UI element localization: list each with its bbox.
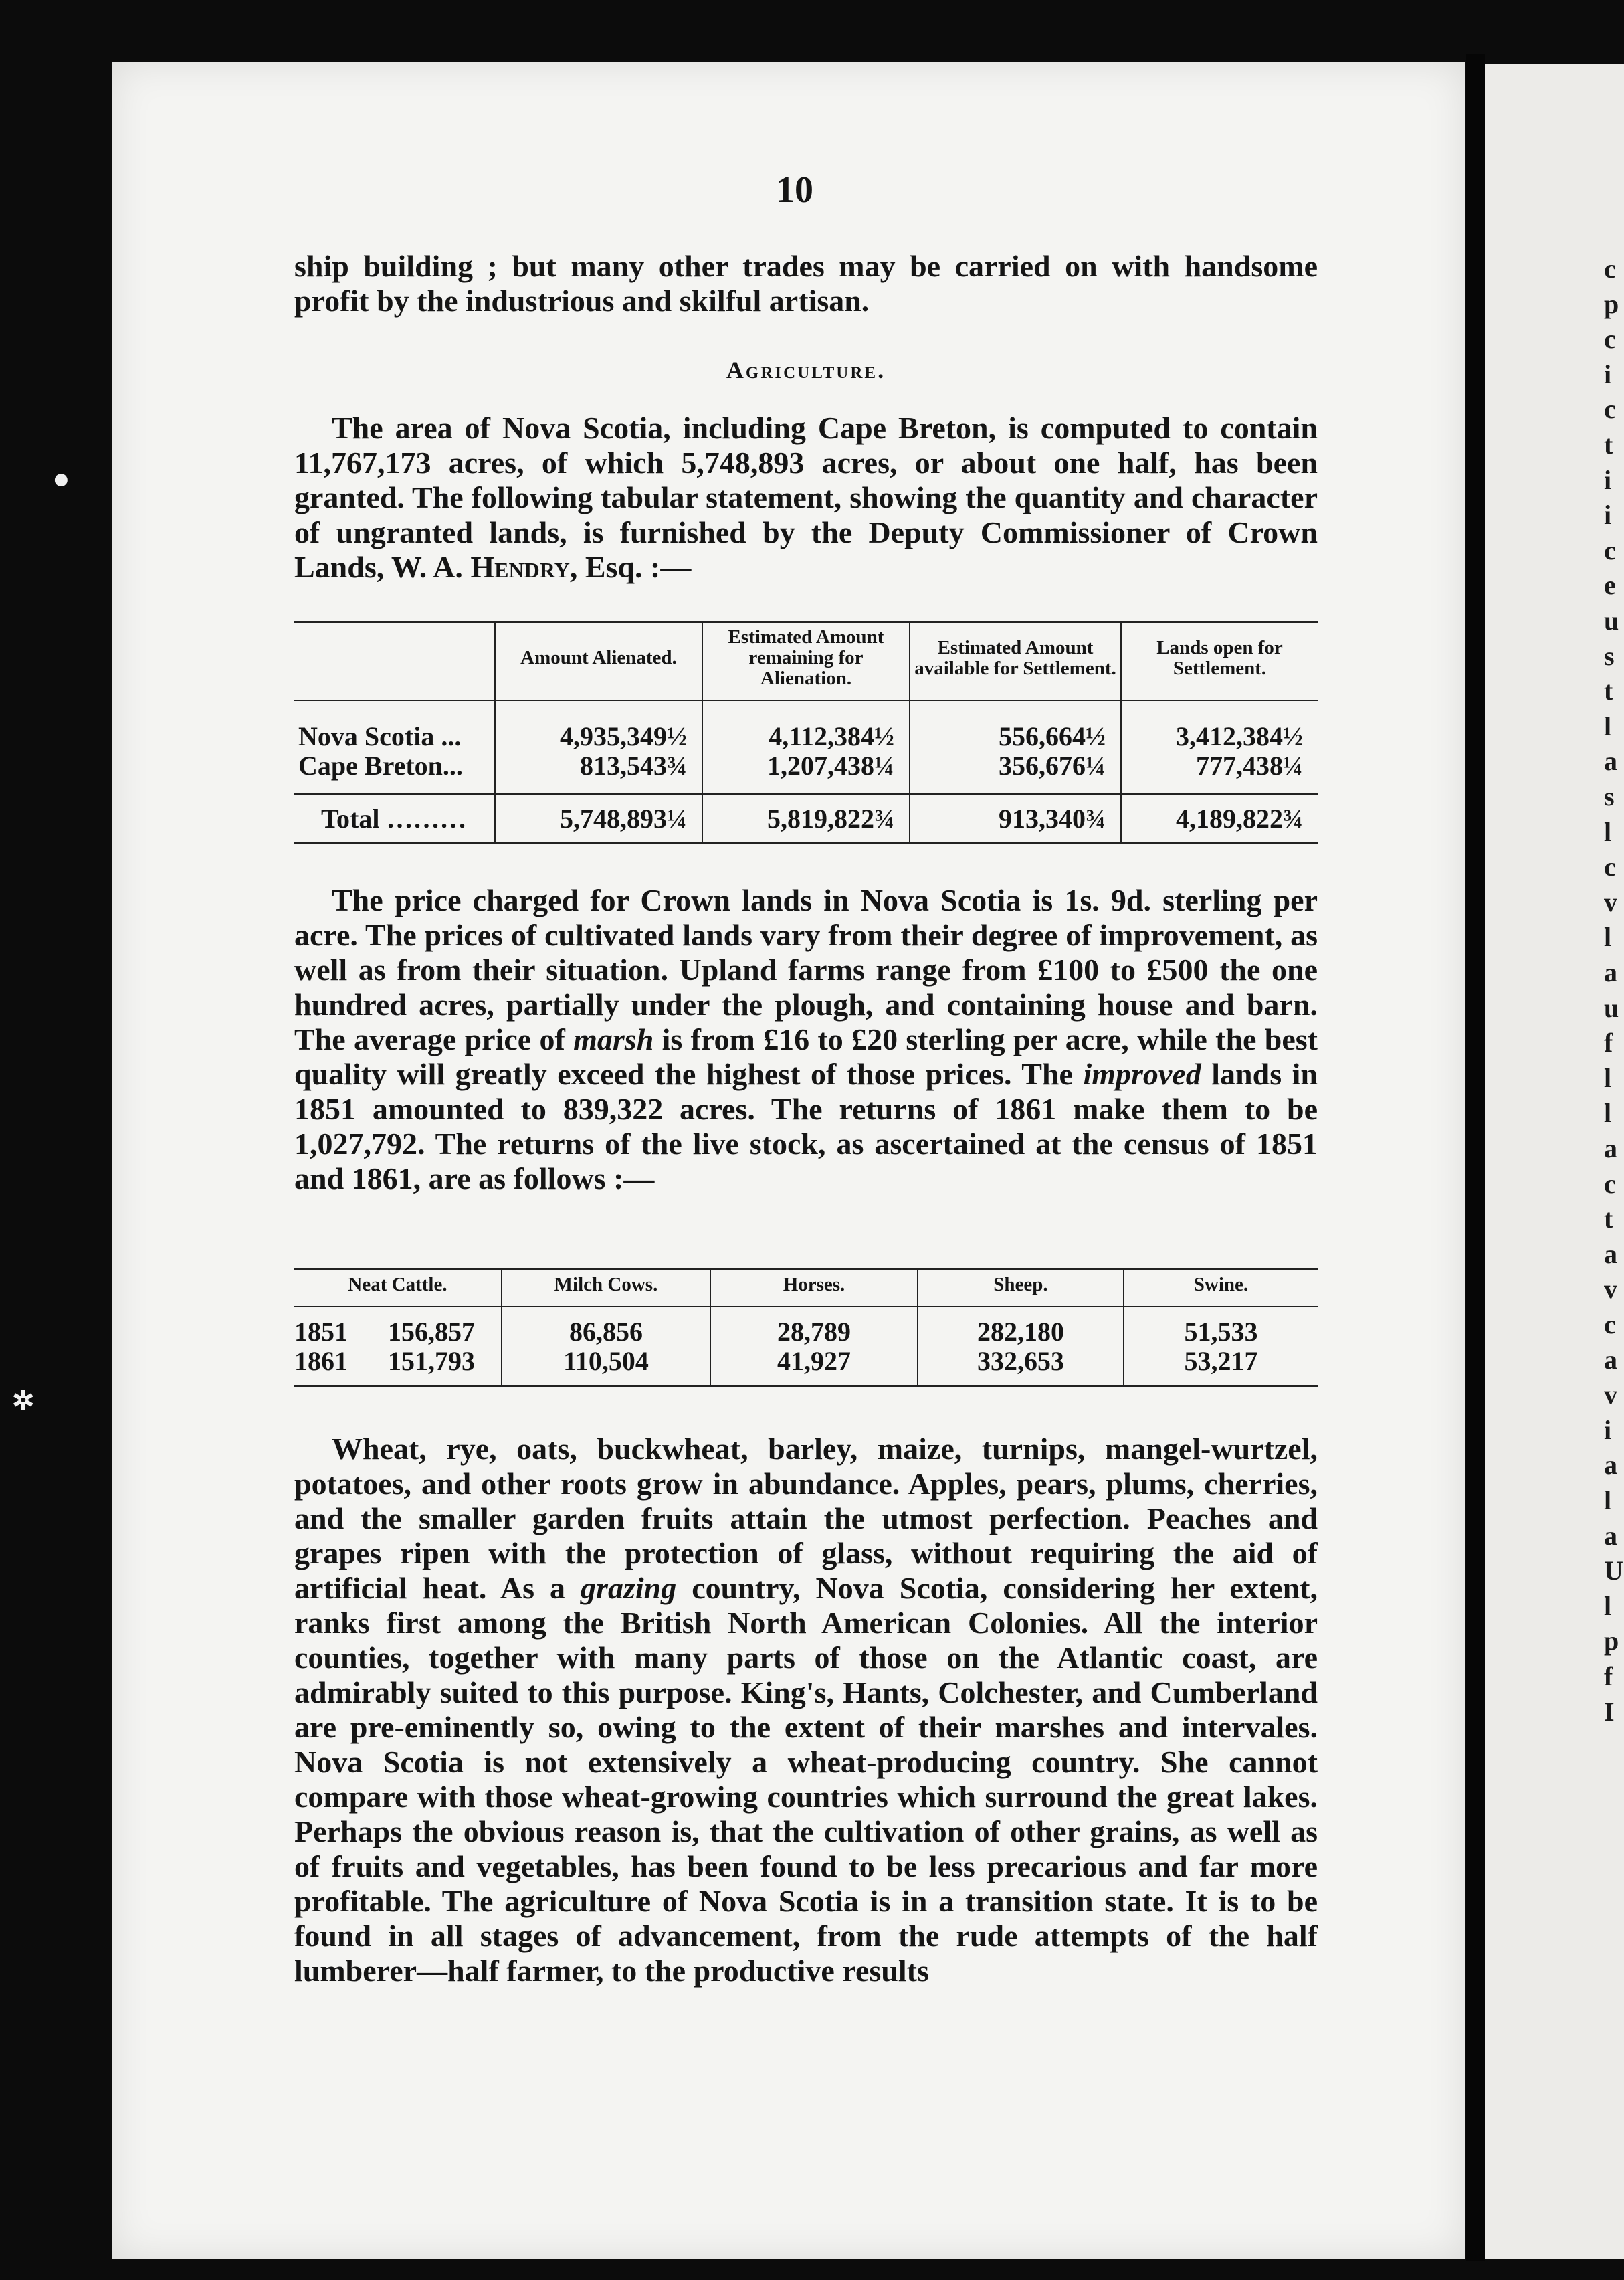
scan-speck: ✲ <box>12 1386 35 1416</box>
table-header: Estimated Amount available for Settlement. <box>910 622 1121 701</box>
area-text: The area of Nova Scotia, including Cape Breton, is computed to contain 11,767,173 acres, of which 5,748,893 acres, or about one half, has been granted. The following tabular statement, showing the quantity and character of ungranted lands, is furnished by the Deputy Commissioner of Crown Lands, W. A. <box>294 411 1318 584</box>
area-paragraph <box>294 411 1318 585</box>
table-cell: 4,189,822¾ <box>1121 794 1318 843</box>
crops-text: Wheat, rye, oats, buckwheat, barley, maize, turnips, mangel-wurtzel, potatoes, and other roots grow in abundance. Apples, pears, plums, cherries, and the smaller garden fruits attain the utmost perfection. Peaches and grapes ripen with the protection of glass, without requiring the aid of artificial heat. As a <box>294 1432 1318 1605</box>
table-cell: 1,207,438¼ <box>702 751 910 781</box>
table-cell: 777,438¼ <box>1121 751 1318 781</box>
facing-page-edge <box>1485 64 1624 2259</box>
crops-paragraph <box>294 1432 1318 1988</box>
table-header: Lands open for Settlement. <box>1121 622 1318 701</box>
year-label: 1851 <box>294 1317 348 1347</box>
facing-page-glyph: c <box>1604 394 1616 425</box>
table-cell: 110,504 <box>502 1347 710 1376</box>
table-row <box>294 751 1318 781</box>
facing-page-glyph: a <box>1604 1133 1617 1163</box>
table-cell: 556,664½ <box>910 722 1121 751</box>
facing-page-glyph: a <box>1604 1520 1617 1551</box>
price-text: lands in 1851 amounted to 839,322 acres. The returns of 1861 make them to be 1,027,792. The returns of the live stock, as ascertained at the census of 1851 and 1861, are as follows :— <box>294 1057 1318 1196</box>
crops-text: country, Nova Scotia, considering her extent, ranks first among the British North American Colonies. All the interior counties, together with many parts of those on the Atlantic coast, are admirably suited to this purpose. King's, Hants, Colchester, and Cumberland are pre-eminently so, owing to the extent of their marshes and intervales. Nova Scotia is not extensively a wheat-producing country. She cannot compare with those wheat-growing countries which surround the great lakes. Perhaps the obvious reason is, that the cultivation of other grains, as well as of fruits and vegetables, has been found to be less precarious and far more profitable. The agriculture of Nova Scotia is in a transition state. It is to be found in all stages of advancement, from the rude attempts of the half lumberer—half farmer, to the productive results <box>294 1571 1318 1988</box>
year-cattle-cell <box>294 1317 502 1347</box>
table-cell: 5,819,822¾ <box>702 794 910 843</box>
facing-page-glyph: v <box>1604 1274 1617 1305</box>
table-cell: 332,653 <box>918 1347 1124 1376</box>
table-cell: 813,543¾ <box>495 751 702 781</box>
facing-page-glyph: l <box>1604 710 1612 741</box>
facing-page-glyph: a <box>1604 1238 1617 1269</box>
crops-emphasis: grazing <box>581 1571 677 1605</box>
facing-page-glyph: a <box>1604 1344 1617 1375</box>
facing-page-glyph: l <box>1604 1098 1612 1129</box>
facing-page-glyph: l <box>1604 1590 1612 1621</box>
table-cell: 151,793 <box>388 1346 475 1376</box>
table-cell: 3,412,384½ <box>1121 722 1318 751</box>
facing-page-glyph: e <box>1604 570 1616 601</box>
table-header: Swine. <box>1124 1270 1318 1307</box>
facing-page-glyph: c <box>1604 1309 1616 1339</box>
table-header: Amount Alienated. <box>495 622 702 701</box>
price-paragraph <box>294 883 1318 1196</box>
facing-page-glyph: i <box>1604 359 1612 389</box>
facing-page-glyph: l <box>1604 1062 1612 1093</box>
section-heading: Agriculture. <box>726 357 886 383</box>
ungranted-lands-table <box>294 621 1318 844</box>
facing-page-glyph: t <box>1604 676 1613 706</box>
table-cell: 4,935,349½ <box>495 722 702 751</box>
year-cattle-cell <box>294 1347 502 1376</box>
facing-page-glyph: s <box>1604 781 1615 812</box>
binding-gutter <box>1466 54 1485 2261</box>
intro-paragraph: ship building ; but many other trades may be carried on with handsome profit by the industrious and skilful artisan. <box>294 249 1318 318</box>
commissioner-name: Hendry <box>470 550 570 584</box>
table-header: Neat Cattle. <box>348 1274 447 1295</box>
scan-speck: ● <box>52 462 70 495</box>
facing-page-glyph: i <box>1604 500 1612 531</box>
facing-page-glyph: u <box>1604 992 1619 1023</box>
facing-page-glyph: a <box>1604 957 1617 987</box>
facing-page-glyph: l <box>1604 922 1612 953</box>
live-stock-table <box>294 1268 1318 1387</box>
row-label: Total ……… <box>321 803 467 834</box>
table-header: Horses. <box>710 1270 918 1307</box>
facing-page-glyph: a <box>1604 746 1617 777</box>
facing-page-glyph: s <box>1604 640 1615 671</box>
table-cell: 356,676¼ <box>910 751 1121 781</box>
table-cell: 282,180 <box>918 1317 1124 1347</box>
facing-page-glyph: c <box>1604 852 1616 882</box>
price-emphasis: marsh <box>573 1022 654 1056</box>
table-row <box>294 1347 1318 1376</box>
table-cell: 913,340¾ <box>910 794 1121 843</box>
table-total-row <box>294 794 1318 843</box>
facing-page-glyph: i <box>1604 464 1612 495</box>
price-text: is from £16 to £20 sterling per acre, while the best quality will greatly exceed the highest of those prices. The <box>294 1022 1318 1091</box>
facing-page-glyph: l <box>1604 816 1612 847</box>
facing-page-glyph: l <box>1604 1485 1612 1515</box>
facing-page-glyph: p <box>1604 288 1619 319</box>
facing-page-glyph: I <box>1604 1696 1615 1727</box>
facing-page-glyph: f <box>1604 1661 1613 1691</box>
facing-page-glyph: t <box>1604 430 1613 460</box>
table-cell: 41,927 <box>710 1347 918 1376</box>
facing-page-glyph: v <box>1604 886 1617 917</box>
table-cell: 28,789 <box>710 1317 918 1347</box>
facing-page-glyph: c <box>1604 1168 1616 1199</box>
facing-page-glyph: t <box>1604 1204 1613 1234</box>
page-number: 10 <box>776 169 813 211</box>
facing-page-glyph: a <box>1604 1450 1617 1481</box>
table-cell: 5,748,893¼ <box>495 794 702 843</box>
table-header: Milch Cows. <box>502 1270 710 1307</box>
row-label: Nova Scotia ... <box>298 721 462 751</box>
facing-page-glyph: f <box>1604 1028 1613 1058</box>
facing-page-glyph: u <box>1604 605 1619 636</box>
table-row <box>294 722 1318 751</box>
price-text: The price charged for Crown lands in Nova Scotia is 1s. 9d. sterling per acre. The prices of cultivated lands vary from their degree of improvement, as well as from their situation. Upland farms range from £100 to £500 the one hundred acres, partially under the plough, and containing house and barn. The average price of <box>294 883 1318 1056</box>
row-label: Cape Breton... <box>298 751 463 781</box>
facing-page-glyph: U <box>1604 1555 1623 1586</box>
table-header: Sheep. <box>918 1270 1124 1307</box>
facing-page-glyph: p <box>1604 1626 1619 1656</box>
facing-page-glyph: c <box>1604 535 1616 565</box>
table-cell: 53,217 <box>1124 1347 1318 1376</box>
table-cell: 156,857 <box>388 1317 475 1347</box>
table-row <box>294 1317 1318 1347</box>
facing-page-glyph: c <box>1604 254 1616 284</box>
facing-page-glyph: c <box>1604 324 1616 355</box>
table-cell: 86,856 <box>502 1317 710 1347</box>
table-header-blank <box>294 622 495 701</box>
table-header: Estimated Amount remaining for Alienation. <box>702 622 910 701</box>
table-cell: 4,112,384½ <box>702 722 910 751</box>
facing-page-glyph: v <box>1604 1380 1617 1410</box>
facing-page-glyph: i <box>1604 1414 1612 1445</box>
price-emphasis: improved <box>1083 1057 1201 1091</box>
area-text-end: , Esq. :— <box>569 550 692 584</box>
year-label: 1861 <box>294 1346 348 1376</box>
table-cell: 51,533 <box>1124 1317 1318 1347</box>
